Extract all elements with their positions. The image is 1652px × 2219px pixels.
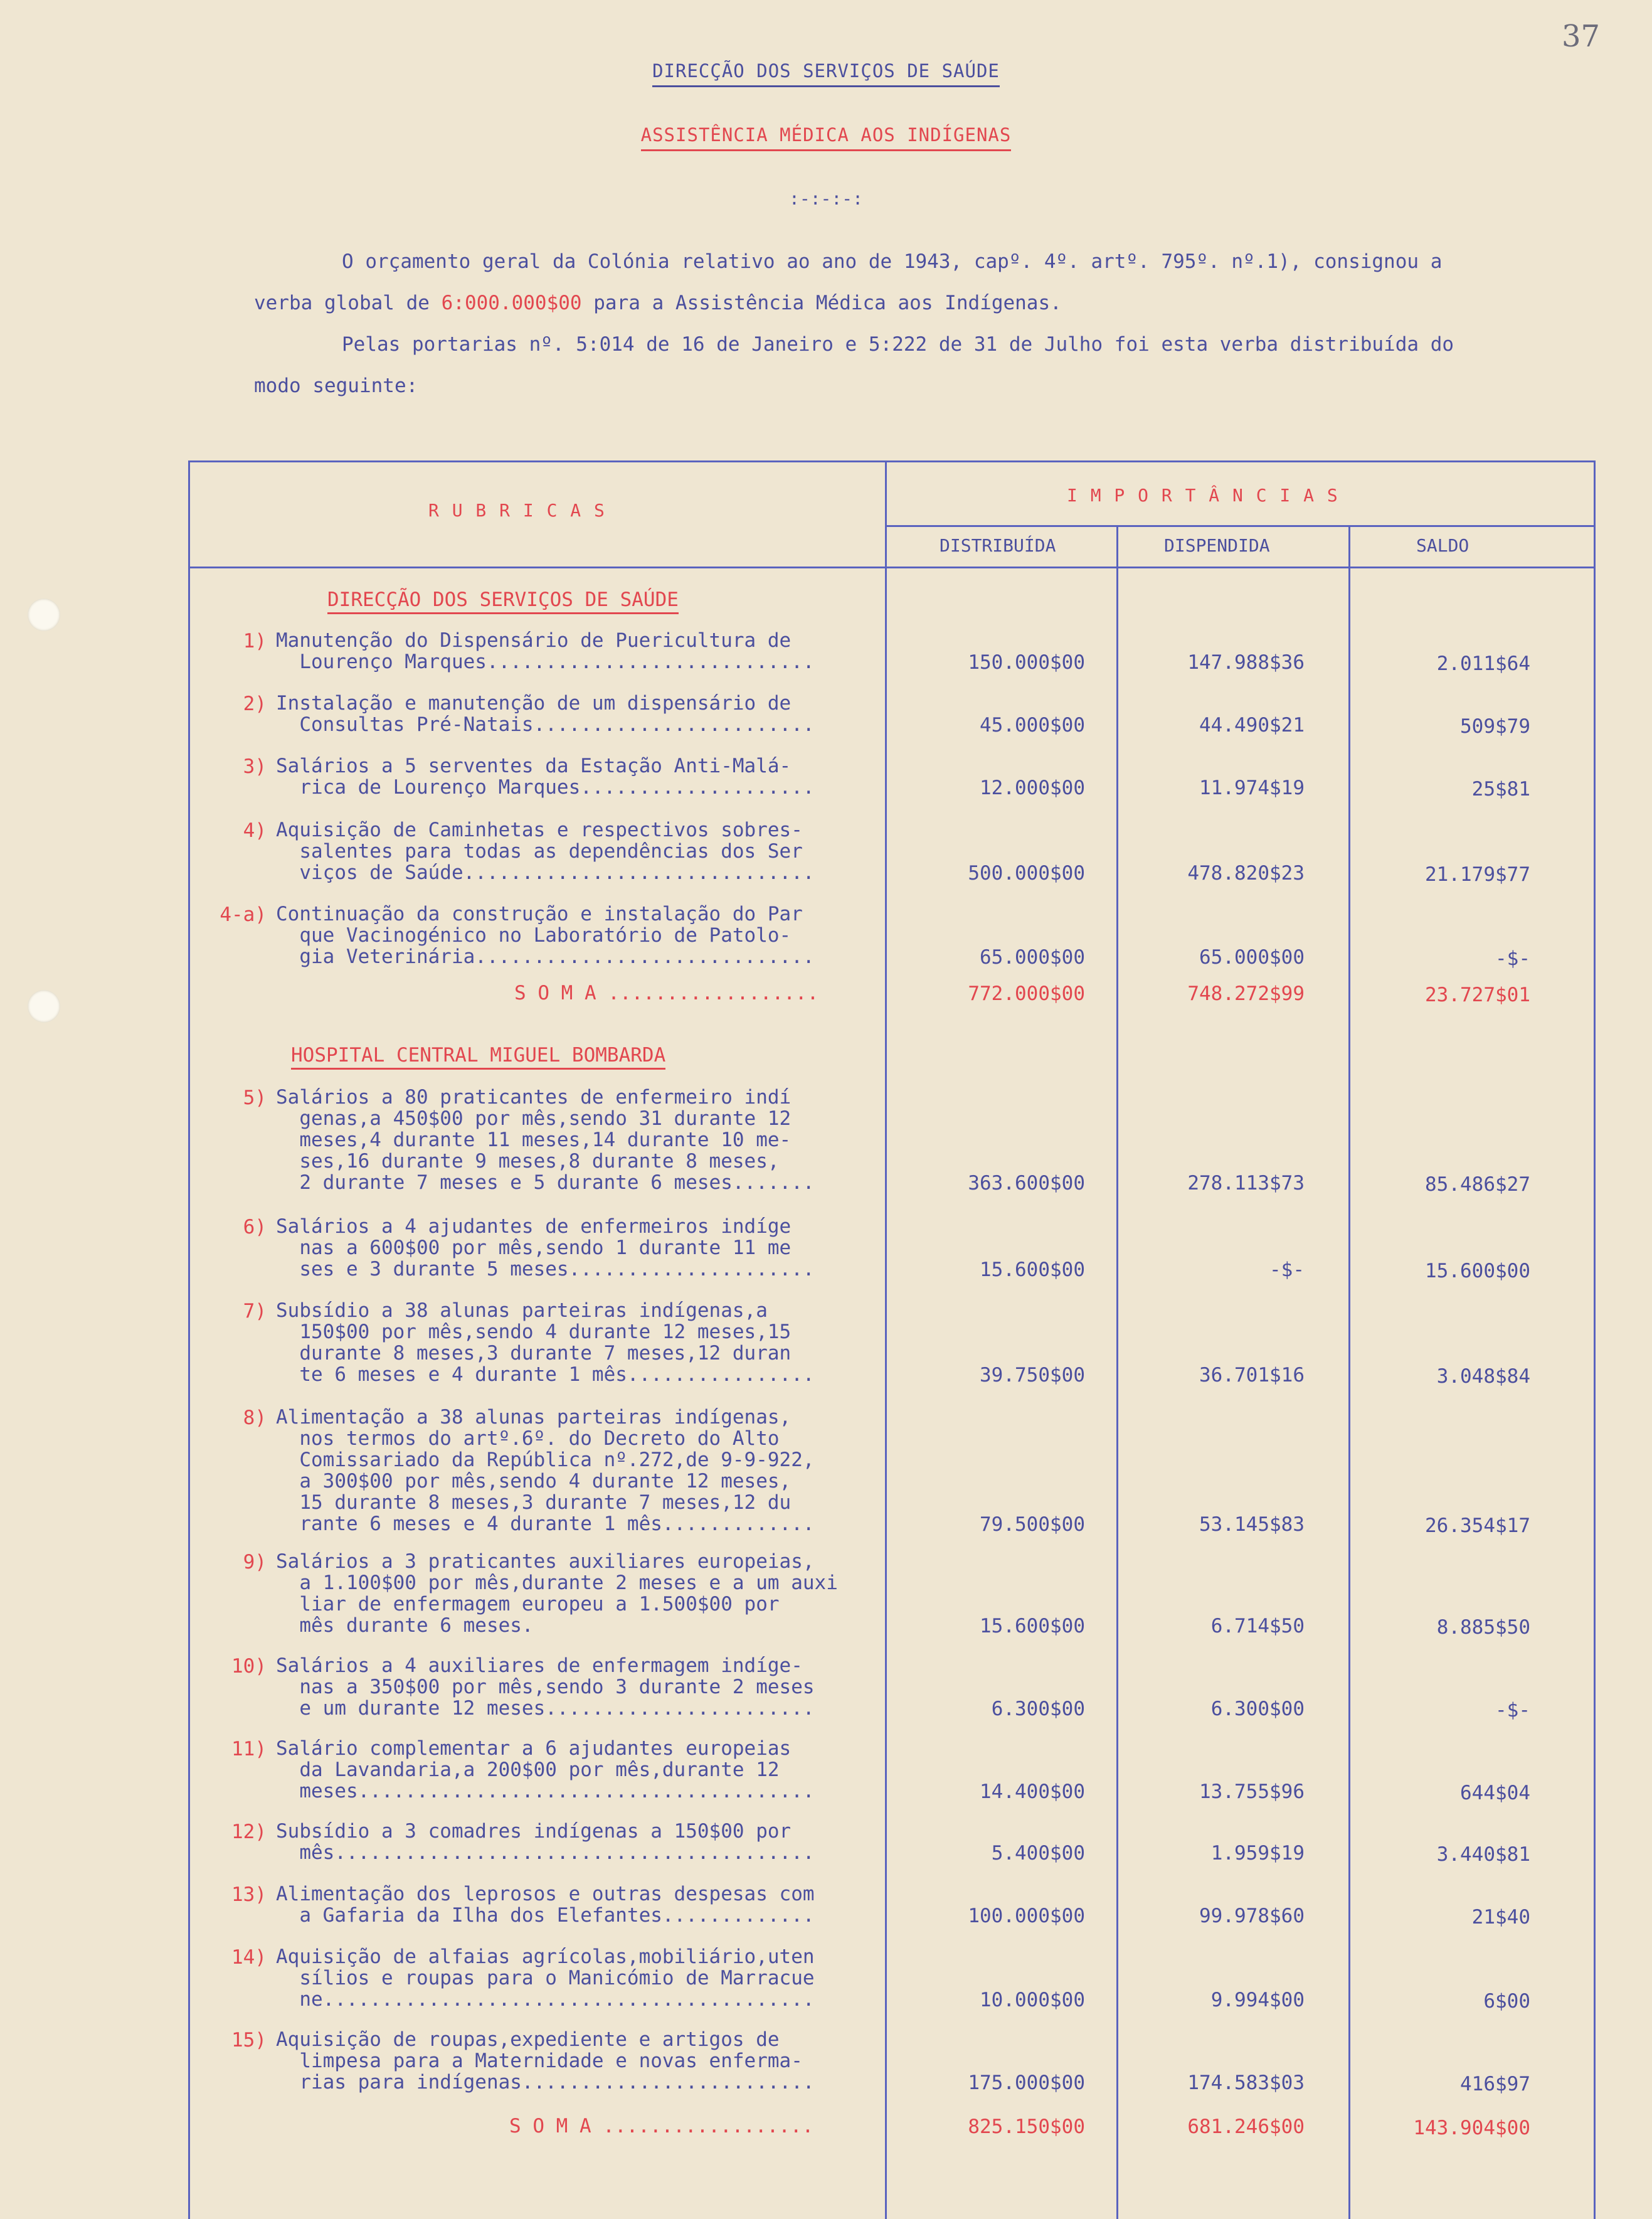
soma-saldo: 23.727$01: [1425, 984, 1530, 1006]
soma-dispendida: 681.246$00: [1187, 2115, 1305, 2138]
row-description: Alimentação a 38 alunas parteiras indígenas, nos termos do artº.6º. do Decreto do Alto Comissariado da República nº.272,de 9-9-922, a 300$00 por mês,sendo 4 durante 12 meses, 15 durante 8 meses,3 durante 7 meses,12 du rante 6 meses e 4 durante 1 mês.............: [276, 1406, 815, 1535]
row-description: Salários a 4 ajudantes de enfermeiros indíge nas a 600$00 por mês,sendo 1 durante 11 me ses e 3 durante 5 meses.....................: [276, 1215, 815, 1280]
cell-saldo: -$-: [1495, 1699, 1530, 1721]
cell-saldo: -$-: [1495, 947, 1530, 970]
cell-dispendida: 6.300$00: [1210, 1698, 1305, 1720]
soma-distribuida: 825.150$00: [968, 2115, 1085, 2138]
cell-distribuida: 363.600$00: [968, 1172, 1085, 1195]
row-number: 1): [243, 630, 267, 652]
row-number: 10): [231, 1655, 267, 1678]
cell-dispendida: 65.000$00: [1199, 946, 1305, 969]
cell-saldo: 21$40: [1471, 1906, 1530, 1929]
row-description: Aquisição de Caminhetas e respectivos sobres- salentes para todas as dependências dos Ser viços de Saúde..............................: [276, 819, 815, 884]
cell-distribuida: 100.000$00: [968, 1905, 1085, 1927]
intro-paragraph-2-line-2: modo seguinte:: [254, 375, 418, 397]
punch-hole: [28, 990, 60, 1023]
column-header-rubricas: R U B R I C A S: [428, 500, 606, 521]
soma-label: S O M A ..................: [509, 2115, 814, 2137]
cell-distribuida: 12.000$00: [980, 777, 1085, 799]
cell-saldo: 644$04: [1460, 1782, 1530, 1804]
row-number: 4-a): [220, 903, 267, 926]
page-number: 37: [1562, 19, 1601, 54]
cell-dispendida: 1.959$19: [1210, 1842, 1305, 1865]
row-number: 15): [231, 2029, 267, 2051]
soma-label: S O M A ..................: [514, 982, 819, 1004]
section-title: HOSPITAL CENTRAL MIGUEL BOMBARDA: [291, 1044, 665, 1070]
row-number: 9): [243, 1551, 267, 1573]
cell-saldo: 85.486$27: [1425, 1173, 1530, 1196]
row-number: 4): [243, 819, 267, 842]
cell-distribuida: 45.000$00: [980, 714, 1085, 737]
cell-saldo: 3.440$81: [1436, 1843, 1530, 1866]
row-number: 3): [243, 755, 267, 778]
cell-saldo: 6$00: [1483, 1990, 1530, 2013]
cell-distribuida: 15.600$00: [980, 1258, 1085, 1281]
row-description: Salários a 80 praticantes de enfermeiro indí genas,a 450$00 por mês,sendo 31 durante 12 meses,4 durante 11 meses,14 durante 10 me- ses,16 durante 9 meses,8 durante 8 meses, 2 durante 7 meses e 5 durante 6 meses.......: [276, 1086, 815, 1194]
cell-dispendida: 478.820$23: [1187, 862, 1305, 885]
soma-dispendida: 748.272$99: [1187, 982, 1305, 1005]
cell-saldo: 3.048$84: [1436, 1365, 1530, 1388]
punch-hole: [28, 599, 60, 631]
row-number: 13): [231, 1883, 267, 1906]
cell-dispendida: 9.994$00: [1210, 1989, 1305, 2011]
cell-distribuida: 10.000$00: [980, 1989, 1085, 2011]
cell-distribuida: 14.400$00: [980, 1780, 1085, 1803]
intro-paragraph-2-line-1: Pelas portarias nº. 5:014 de 16 de Janeiro e 5:222 de 31 de Julho foi esta verba distribuída do: [342, 333, 1454, 356]
cell-distribuida: 15.600$00: [980, 1615, 1085, 1637]
intro-paragraph-1-line-2: verba global de 6:000.000$00 para a Assistência Médica aos Indígenas.: [254, 292, 1062, 314]
column-header-saldo: SALDO: [1416, 535, 1469, 556]
row-description: Subsídio a 3 comadres indígenas a 150$00 por mês.........................................: [276, 1820, 815, 1864]
column-header-dispendida: DISPENDIDA: [1164, 535, 1270, 556]
row-description: Aquisição de alfaias agrícolas,mobiliário,uten sílios e roupas para o Manicómio de Marracue ne..........................................: [276, 1945, 815, 2011]
row-number: 5): [243, 1087, 267, 1109]
cell-dispendida: 53.145$83: [1199, 1513, 1305, 1536]
cell-dispendida: 174.583$03: [1187, 2072, 1305, 2094]
row-number: 6): [243, 1216, 267, 1238]
row-description: Manutenção do Dispensário de Puericultura de Lourenço Marques............................: [276, 629, 815, 673]
cell-distribuida: 175.000$00: [968, 2072, 1085, 2094]
cell-saldo: 509$79: [1460, 715, 1530, 738]
cell-dispendida: -$-: [1269, 1258, 1305, 1281]
row-number: 2): [243, 693, 267, 715]
row-number: 12): [231, 1821, 267, 1843]
cell-distribuida: 500.000$00: [968, 862, 1085, 885]
row-description: Salários a 4 auxiliares de enfermagem indíge- nas a 350$00 por mês,sendo 3 durante 2 meses e um durante 12 meses.......................: [276, 1654, 815, 1720]
row-number: 7): [243, 1300, 267, 1322]
cell-saldo: 416$97: [1460, 2073, 1530, 2095]
cell-distribuida: 79.500$00: [980, 1513, 1085, 1536]
row-description: Continuação da construção e instalação do Par que Vacinogénico no Laboratório de Patolo- gia Veterinária.............................: [276, 903, 815, 968]
document-subtitle: ASSISTÊNCIA MÉDICA AOS INDÍGENAS: [0, 124, 1652, 146]
cell-distribuida: 39.750$00: [980, 1364, 1085, 1386]
column-header-distribuida: DISTRIBUÍDA: [940, 535, 1056, 556]
cell-dispendida: 99.978$60: [1199, 1905, 1305, 1927]
intro-paragraph-1-line-1: O orçamento geral da Colónia relativo ao ano de 1943, capº. 4º. artº. 795º. nº.1), consignou a: [342, 250, 1443, 273]
row-description: Salários a 5 serventes da Estação Anti-Malá- rica de Lourenço Marques....................: [276, 755, 815, 799]
row-description: Alimentação dos leprosos e outras despesas com a Gafaria da Ilha dos Elefantes.............: [276, 1883, 815, 1927]
cell-distribuida: 5.400$00: [991, 1842, 1085, 1865]
cell-saldo: 15.600$00: [1425, 1260, 1530, 1282]
cell-saldo: 25$81: [1471, 778, 1530, 801]
cell-distribuida: 65.000$00: [980, 946, 1085, 969]
row-description: Salário complementar a 6 ajudantes europeias da Lavandaria,a 200$00 por mês,durante 12 meses.......................................: [276, 1737, 815, 1802]
separator: :-:-:-:: [788, 188, 863, 209]
column-header-importancias: I M P O R T Â N C I A S: [1067, 485, 1339, 506]
cell-dispendida: 13.755$96: [1199, 1780, 1305, 1803]
cell-saldo: 8.885$50: [1436, 1616, 1530, 1639]
row-description: Aquisição de roupas,expediente e artigos de limpesa para a Maternidade e novas enferma- rias para indígenas.........................: [276, 2028, 815, 2094]
cell-distribuida: 6.300$00: [991, 1698, 1085, 1720]
cell-saldo: 26.354$17: [1425, 1514, 1530, 1537]
row-number: 14): [231, 1946, 267, 1969]
cell-dispendida: 44.490$21: [1199, 714, 1305, 737]
row-description: Instalação e manutenção de um dispensário de Consultas Pré-Natais........................: [276, 692, 815, 736]
section-title: DIRECÇÃO DOS SERVIÇOS DE SAÚDE: [327, 588, 679, 614]
soma-saldo: 143.904$00: [1413, 2117, 1530, 2139]
cell-dispendida: 36.701$16: [1199, 1364, 1305, 1386]
cell-dispendida: 147.988$36: [1187, 651, 1305, 674]
row-description: Salários a 3 praticantes auxiliares europeias, a 1.100$00 por mês,durante 2 meses e a um auxi liar de enfermagem europeu a 1.500$00 por mês durante 6 meses.: [276, 1550, 838, 1637]
cell-dispendida: 6.714$50: [1210, 1615, 1305, 1637]
cell-dispendida: 278.113$73: [1187, 1172, 1305, 1195]
cell-saldo: 2.011$64: [1436, 652, 1530, 675]
cell-distribuida: 150.000$00: [968, 651, 1085, 674]
soma-distribuida: 772.000$00: [968, 982, 1085, 1005]
cell-dispendida: 11.974$19: [1199, 777, 1305, 799]
document-title: DIRECÇÃO DOS SERVIÇOS DE SAÚDE: [0, 60, 1652, 82]
row-number: 8): [243, 1407, 267, 1429]
row-number: 11): [231, 1738, 267, 1760]
row-description: Subsídio a 38 alunas parteiras indígenas,a 150$00 por mês,sendo 4 durante 12 meses,15 durante 8 meses,3 durante 7 meses,12 duran te 6 meses e 4 durante 1 mês................: [276, 1299, 815, 1386]
cell-saldo: 21.179$77: [1425, 863, 1530, 886]
